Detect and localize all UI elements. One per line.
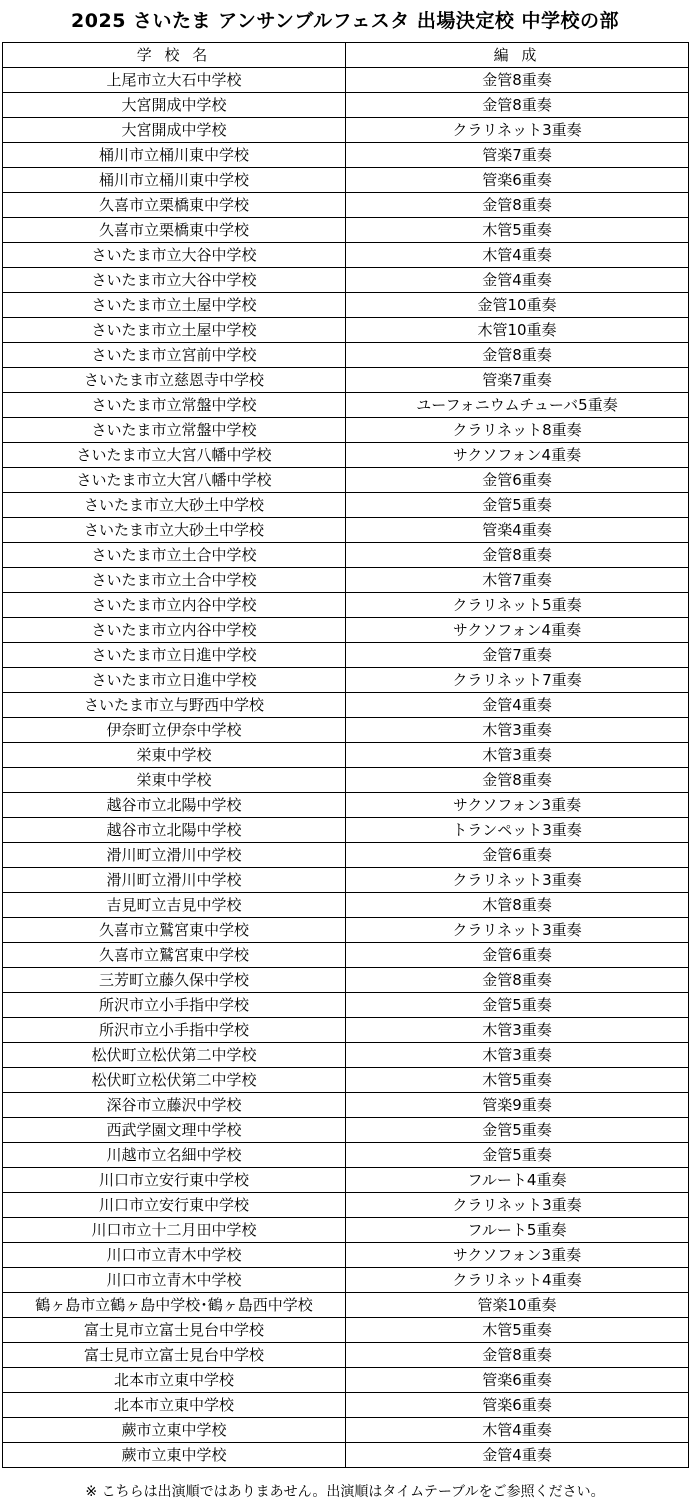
school-name-cell: さいたま市立大宮八幡中学校 xyxy=(3,443,346,468)
page-title: 2025 さいたま アンサンブルフェスタ 出場決定校 中学校の部 xyxy=(71,10,619,32)
formation-cell: 管楽4重奏 xyxy=(346,518,689,543)
school-name-cell: さいたま市立土合中学校 xyxy=(3,568,346,593)
formation-cell: 金管4重奏 xyxy=(346,693,689,718)
formation-cell: 管楽6重奏 xyxy=(346,168,689,193)
formation-cell: 金管6重奏 xyxy=(346,943,689,968)
formation-cell: 金管8重奏 xyxy=(346,1343,689,1368)
formation-cell: 管楽10重奏 xyxy=(346,1293,689,1318)
school-name-cell: さいたま市立内谷中学校 xyxy=(3,618,346,643)
formation-cell: 木管3重奏 xyxy=(346,1018,689,1043)
formation-cell: 管楽9重奏 xyxy=(346,1093,689,1118)
table-row xyxy=(3,1393,689,1418)
table-row xyxy=(3,718,689,743)
formation-cell: 金管5重奏 xyxy=(346,493,689,518)
formation-cell: 金管6重奏 xyxy=(346,843,689,868)
table-row xyxy=(3,143,689,168)
table-row xyxy=(3,418,689,443)
table-row xyxy=(3,1093,689,1118)
formation-cell: フルート5重奏 xyxy=(346,1218,689,1243)
school-name-cell: 蕨市立東中学校 xyxy=(3,1418,346,1443)
formation-cell: クラリネット3重奏 xyxy=(346,868,689,893)
table-row xyxy=(3,1443,689,1468)
formation-cell: サクソフォン3重奏 xyxy=(346,1243,689,1268)
school-name-cell: 川越市立名細中学校 xyxy=(3,1143,346,1168)
school-name-cell: 三芳町立藤久保中学校 xyxy=(3,968,346,993)
formation-cell: クラリネット8重奏 xyxy=(346,418,689,443)
school-name-cell: 栄東中学校 xyxy=(3,768,346,793)
table-row xyxy=(3,693,689,718)
table-row xyxy=(3,1018,689,1043)
table-row xyxy=(3,668,689,693)
formation-cell: 管楽7重奏 xyxy=(346,143,689,168)
column-header-formation: 編 成 xyxy=(346,43,689,68)
school-name-cell: さいたま市立土合中学校 xyxy=(3,543,346,568)
formation-cell: クラリネット5重奏 xyxy=(346,593,689,618)
table-row xyxy=(3,1168,689,1193)
formation-cell: 金管8重奏 xyxy=(346,768,689,793)
school-name-cell: 越谷市立北陽中学校 xyxy=(3,793,346,818)
formation-cell: クラリネット3重奏 xyxy=(346,118,689,143)
table-row xyxy=(3,1368,689,1393)
school-name-cell: 滑川町立滑川中学校 xyxy=(3,868,346,893)
school-name-cell: 西武学園文理中学校 xyxy=(3,1118,346,1143)
school-name-cell: さいたま市立土屋中学校 xyxy=(3,318,346,343)
formation-cell: 金管8重奏 xyxy=(346,93,689,118)
formation-cell: 金管8重奏 xyxy=(346,68,689,93)
school-name-cell: さいたま市立大宮八幡中学校 xyxy=(3,468,346,493)
formation-cell: 木管5重奏 xyxy=(346,218,689,243)
school-name-cell: さいたま市立大砂土中学校 xyxy=(3,493,346,518)
formation-cell: クラリネット7重奏 xyxy=(346,668,689,693)
table-row xyxy=(3,1268,689,1293)
table-row xyxy=(3,1418,689,1443)
school-name-cell: 富士見市立富士見台中学校 xyxy=(3,1318,346,1343)
table-row xyxy=(3,543,689,568)
formation-cell: 金管6重奏 xyxy=(346,468,689,493)
table-row xyxy=(3,918,689,943)
school-name-cell: さいたま市立与野西中学校 xyxy=(3,693,346,718)
table-row xyxy=(3,1218,689,1243)
table-row xyxy=(3,818,689,843)
school-name-cell: 川口市立安行東中学校 xyxy=(3,1168,346,1193)
school-name-cell: 栄東中学校 xyxy=(3,743,346,768)
formation-cell: 木管5重奏 xyxy=(346,1318,689,1343)
formation-cell: クラリネット3重奏 xyxy=(346,1193,689,1218)
formation-cell: トランペット3重奏 xyxy=(346,818,689,843)
formation-cell: 金管10重奏 xyxy=(346,293,689,318)
column-header-school: 学 校 名 xyxy=(3,43,346,68)
school-name-cell: さいたま市立土屋中学校 xyxy=(3,293,346,318)
formation-cell: フルート4重奏 xyxy=(346,1168,689,1193)
table-row xyxy=(3,468,689,493)
school-name-cell: さいたま市立常盤中学校 xyxy=(3,393,346,418)
school-name-cell: 久喜市立鷲宮東中学校 xyxy=(3,943,346,968)
table-header-row xyxy=(3,43,689,68)
formation-cell: 木管7重奏 xyxy=(346,568,689,593)
table-row xyxy=(3,493,689,518)
table-row xyxy=(3,768,689,793)
table-row xyxy=(3,293,689,318)
table-row xyxy=(3,68,689,93)
school-name-cell: 川口市立青木中学校 xyxy=(3,1243,346,1268)
table-row xyxy=(3,643,689,668)
school-name-cell: 鶴ヶ島市立鶴ヶ島中学校･鶴ヶ島西中学校 xyxy=(3,1293,346,1318)
school-name-cell: 吉見町立吉見中学校 xyxy=(3,893,346,918)
formation-cell: 木管3重奏 xyxy=(346,718,689,743)
table-row xyxy=(3,1318,689,1343)
formation-cell: 木管5重奏 xyxy=(346,1068,689,1093)
table-row xyxy=(3,318,689,343)
table-row xyxy=(3,443,689,468)
table-row xyxy=(3,193,689,218)
formation-cell: 木管4重奏 xyxy=(346,243,689,268)
formation-cell: 管楽6重奏 xyxy=(346,1368,689,1393)
school-name-cell: 桶川市立桶川東中学校 xyxy=(3,168,346,193)
school-name-cell: 久喜市立鷲宮東中学校 xyxy=(3,918,346,943)
table-row xyxy=(3,993,689,1018)
school-name-cell: さいたま市立内谷中学校 xyxy=(3,593,346,618)
formation-cell: 金管8重奏 xyxy=(346,543,689,568)
school-name-cell: さいたま市立日進中学校 xyxy=(3,643,346,668)
formation-cell: 木管4重奏 xyxy=(346,1418,689,1443)
formation-cell: ユーフォニウムチューバ5重奏 xyxy=(346,393,689,418)
table-row xyxy=(3,393,689,418)
school-name-cell: さいたま市立常盤中学校 xyxy=(3,418,346,443)
table-row xyxy=(3,618,689,643)
table-row xyxy=(3,868,689,893)
school-name-cell: 所沢市立小手指中学校 xyxy=(3,993,346,1018)
school-name-cell: さいたま市立日進中学校 xyxy=(3,668,346,693)
table-row xyxy=(3,168,689,193)
school-name-cell: 松伏町立松伏第二中学校 xyxy=(3,1068,346,1093)
formation-cell: 金管7重奏 xyxy=(346,643,689,668)
formation-cell: サクソフォン4重奏 xyxy=(346,618,689,643)
school-name-cell: 久喜市立栗橋東中学校 xyxy=(3,193,346,218)
formation-cell: 金管5重奏 xyxy=(346,993,689,1018)
formation-cell: 金管8重奏 xyxy=(346,343,689,368)
table-row xyxy=(3,1143,689,1168)
table-row xyxy=(3,1293,689,1318)
table-row xyxy=(3,518,689,543)
table-row xyxy=(3,243,689,268)
school-name-cell: 所沢市立小手指中学校 xyxy=(3,1018,346,1043)
formation-cell: 金管5重奏 xyxy=(346,1118,689,1143)
table-row xyxy=(3,943,689,968)
table-row xyxy=(3,793,689,818)
school-name-cell: 越谷市立北陽中学校 xyxy=(3,818,346,843)
table-row xyxy=(3,368,689,393)
school-name-cell: 伊奈町立伊奈中学校 xyxy=(3,718,346,743)
school-name-cell: さいたま市立大谷中学校 xyxy=(3,268,346,293)
table-row xyxy=(3,743,689,768)
table-row xyxy=(3,1193,689,1218)
school-name-cell: 深谷市立藤沢中学校 xyxy=(3,1093,346,1118)
table-row xyxy=(3,1243,689,1268)
table-row xyxy=(3,268,689,293)
school-name-cell: 富士見市立富士見台中学校 xyxy=(3,1343,346,1368)
table-body xyxy=(3,68,689,1468)
school-name-cell: 川口市立十二月田中学校 xyxy=(3,1218,346,1243)
table-row xyxy=(3,1118,689,1143)
school-name-cell: 滑川町立滑川中学校 xyxy=(3,843,346,868)
formation-cell: サクソフォン3重奏 xyxy=(346,793,689,818)
formation-cell: 木管3重奏 xyxy=(346,1043,689,1068)
table-row xyxy=(3,118,689,143)
formation-cell: 金管4重奏 xyxy=(346,1443,689,1468)
table-row xyxy=(3,1068,689,1093)
table-row xyxy=(3,1343,689,1368)
footnote: ※ こちらは出演順ではありまあせん。出演順はタイムテーブルをご参照ください。 xyxy=(85,1484,605,1500)
formation-cell: サクソフォン4重奏 xyxy=(346,443,689,468)
school-name-cell: さいたま市立慈恩寺中学校 xyxy=(3,368,346,393)
school-name-cell: 川口市立安行東中学校 xyxy=(3,1193,346,1218)
formation-cell: 金管4重奏 xyxy=(346,268,689,293)
school-name-cell: 北本市立東中学校 xyxy=(3,1393,346,1418)
formation-cell: 管楽6重奏 xyxy=(346,1393,689,1418)
table-row xyxy=(3,218,689,243)
formation-cell: 木管8重奏 xyxy=(346,893,689,918)
school-name-cell: 大宮開成中学校 xyxy=(3,93,346,118)
school-name-cell: さいたま市立宮前中学校 xyxy=(3,343,346,368)
formation-cell: 木管10重奏 xyxy=(346,318,689,343)
table-row xyxy=(3,893,689,918)
formation-cell: 金管8重奏 xyxy=(346,968,689,993)
school-name-cell: さいたま市立大砂土中学校 xyxy=(3,518,346,543)
formation-cell: クラリネット4重奏 xyxy=(346,1268,689,1293)
formation-cell: 金管8重奏 xyxy=(346,193,689,218)
school-name-cell: 蕨市立東中学校 xyxy=(3,1443,346,1468)
school-name-cell: 川口市立青木中学校 xyxy=(3,1268,346,1293)
formation-cell: 管楽7重奏 xyxy=(346,368,689,393)
table-row xyxy=(3,93,689,118)
table-row xyxy=(3,343,689,368)
school-name-cell: 桶川市立桶川東中学校 xyxy=(3,143,346,168)
formation-cell: 木管3重奏 xyxy=(346,743,689,768)
school-name-cell: 北本市立東中学校 xyxy=(3,1368,346,1393)
school-name-cell: 久喜市立栗橋東中学校 xyxy=(3,218,346,243)
schools-table xyxy=(2,42,689,1468)
school-name-cell: 松伏町立松伏第二中学校 xyxy=(3,1043,346,1068)
table-row xyxy=(3,568,689,593)
school-name-cell: 上尾市立大石中学校 xyxy=(3,68,346,93)
formation-cell: 金管5重奏 xyxy=(346,1143,689,1168)
formation-cell: クラリネット3重奏 xyxy=(346,918,689,943)
table-row xyxy=(3,593,689,618)
school-name-cell: さいたま市立大谷中学校 xyxy=(3,243,346,268)
table-row xyxy=(3,968,689,993)
table-row xyxy=(3,1043,689,1068)
school-name-cell: 大宮開成中学校 xyxy=(3,118,346,143)
table-row xyxy=(3,843,689,868)
